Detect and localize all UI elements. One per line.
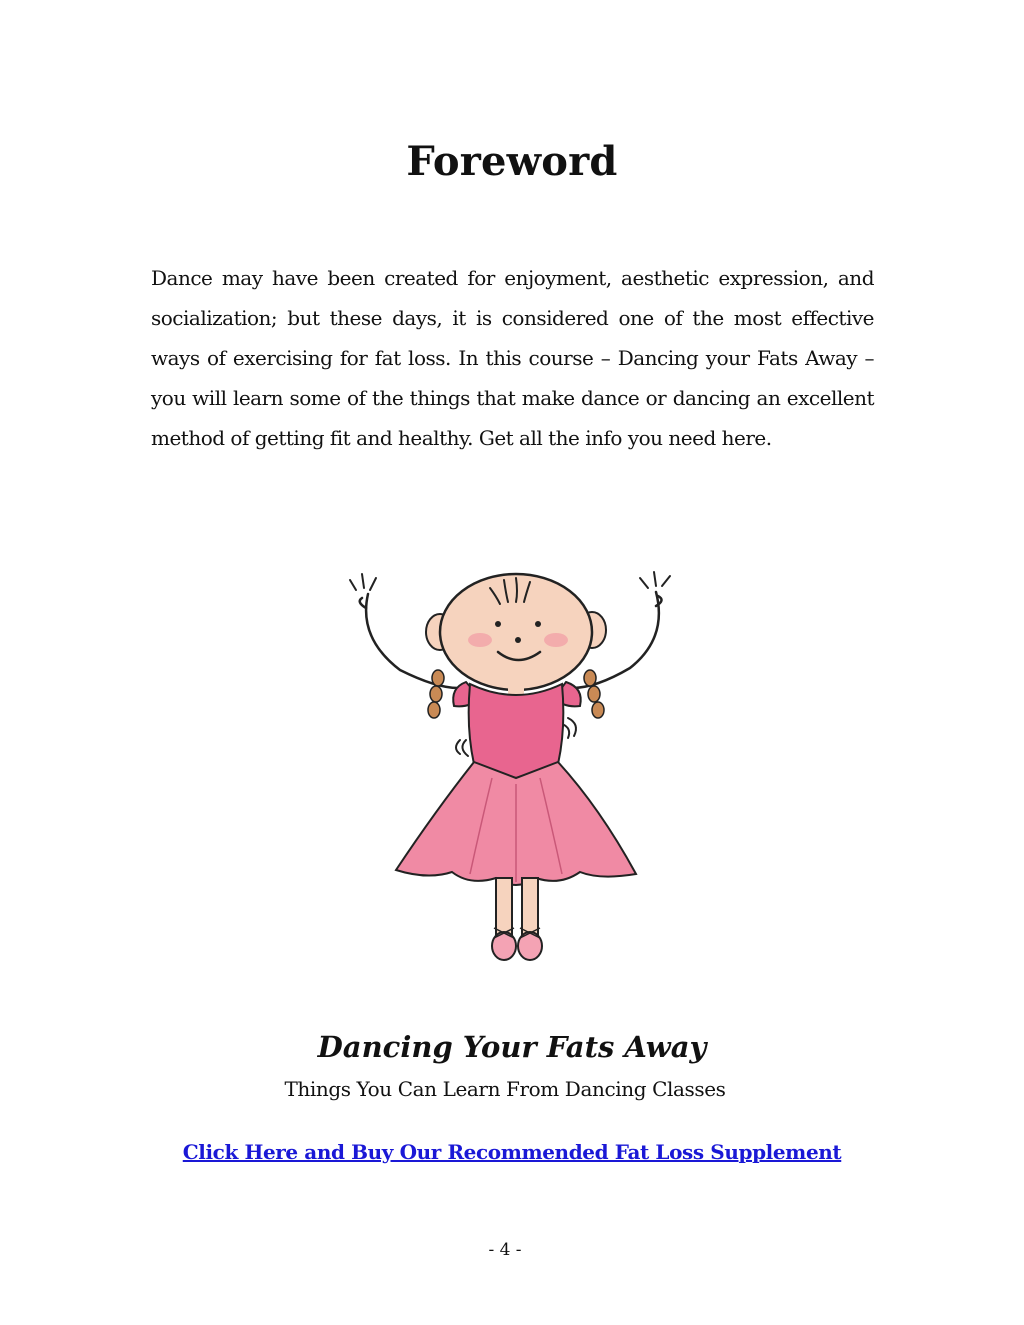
page-title: Foreword bbox=[406, 138, 618, 185]
page-number: - 4 - bbox=[488, 1240, 522, 1260]
dancing-girl-illustration bbox=[340, 548, 685, 973]
course-tagline: Things You Can Learn From Dancing Classes bbox=[284, 1077, 726, 1101]
course-title: Dancing Your Fats Away bbox=[317, 1030, 707, 1064]
foreword-paragraph: Dance may have been created for enjoyment, aesthetic expression, and socialization; but these days, it is considered one of the most effective ways of exercising for fat loss. In this course – Dancing your Fats Away – you will learn some of the things that make dance or dancing an excellent method of getting fit and healthy. Get all the info you need here. bbox=[151, 266, 874, 450]
buy-supplement-link[interactable]: Click Here and Buy Our Recommended Fat Loss Supplement bbox=[182, 1140, 842, 1164]
